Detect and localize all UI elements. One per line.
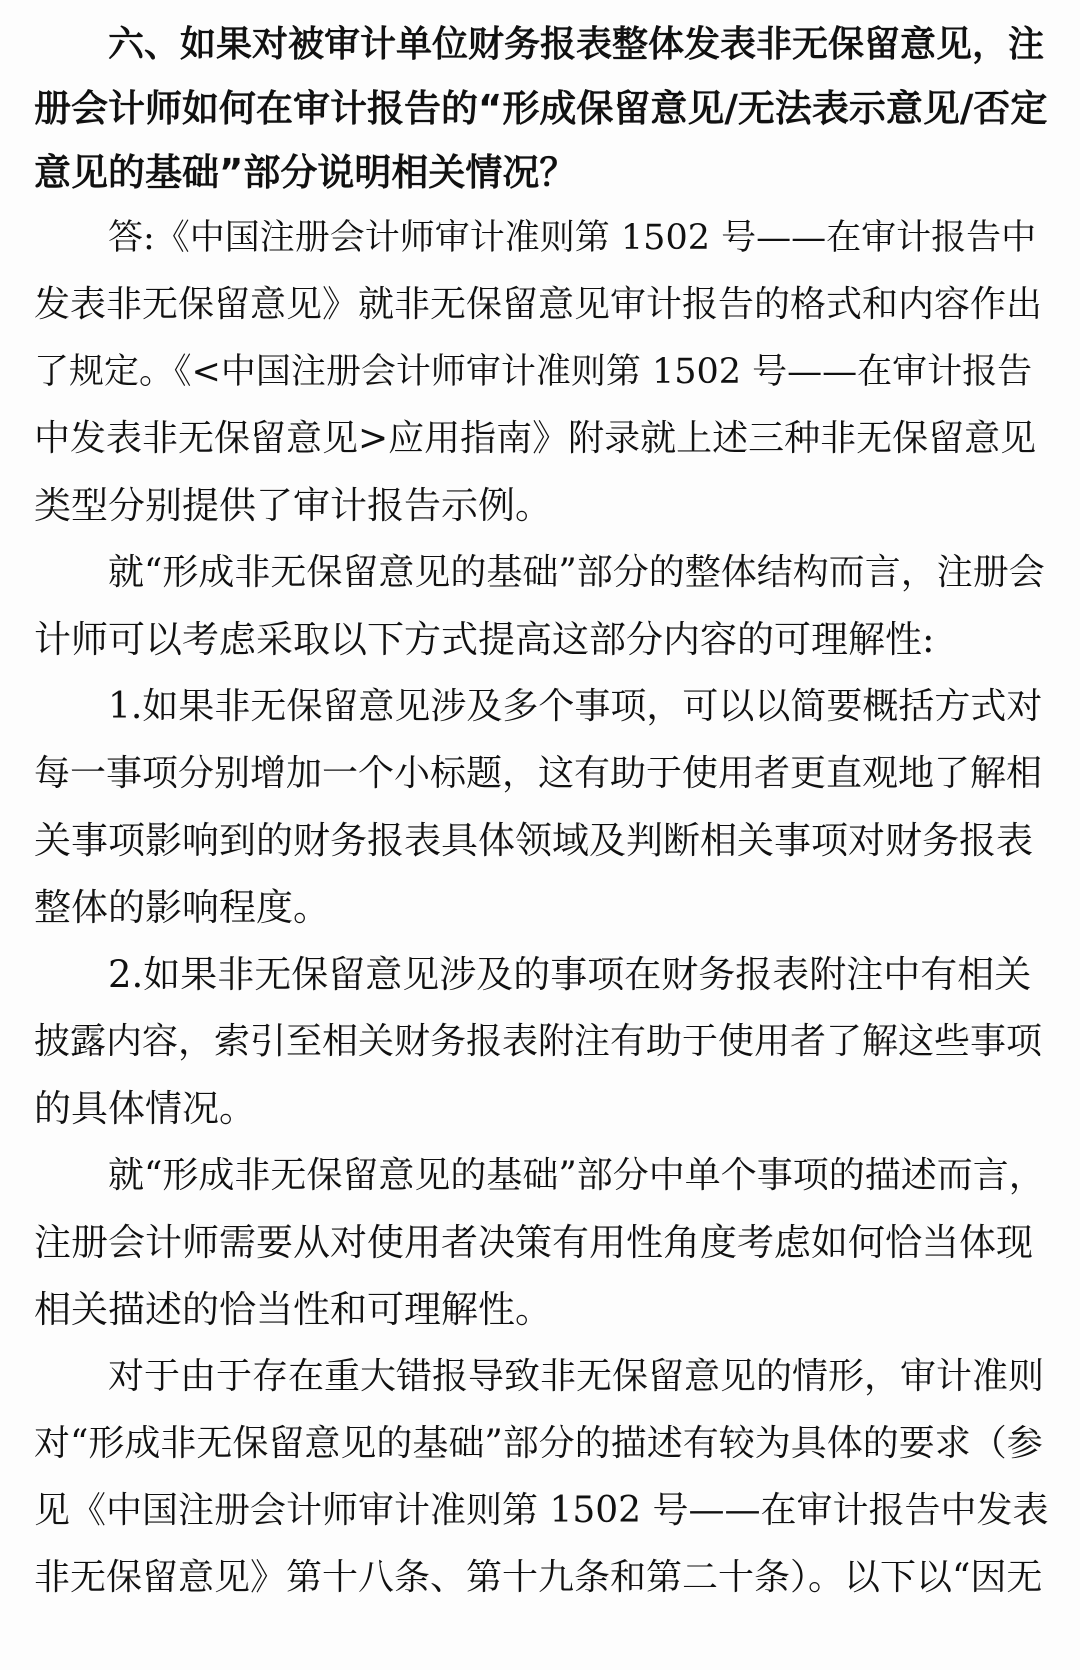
body-line: 见《中国注册会计师审计准则第 1502 号——在审计报告中发表	[34, 1490, 1049, 1531]
body-line: 对于由于存在重大错报导致非无保留意见的情形，审计准则	[108, 1356, 1045, 1397]
body-line: 披露内容，索引至相关财务报表附注有助于使用者了解这些事项	[34, 1021, 1043, 1062]
body-line: 中发表非无保留意见>应用指南》附录就上述三种非无保留意见	[34, 418, 1037, 459]
heading-line: 意见的基础”部分说明相关情况？	[34, 151, 577, 194]
body-line: 1.如果非无保留意见涉及多个事项，可以以简要概括方式对	[108, 686, 1043, 727]
body-line: 发表非无保留意见》就非无保留意见审计报告的格式和内容作出	[34, 284, 1043, 325]
body-line: 就“形成非无保留意见的基础”部分的整体结构而言，注册会	[108, 552, 1045, 593]
body-line: 注册会计师需要从对使用者决策有用性角度考虑如何恰当体现	[34, 1221, 1033, 1264]
heading-line: 册会计师如何在审计报告的“形成保留意见/无法表示意见/否定	[34, 87, 1048, 130]
body-line: 类型分别提供了审计报告示例。	[34, 484, 552, 527]
body-line: 关事项影响到的财务报表具体领域及判断相关事项对财务报表	[34, 819, 1033, 862]
body-line: 相关描述的恰当性和可理解性。	[34, 1288, 552, 1331]
body-line: 非无保留意见》第十八条、第十九条和第二十条）。以下以“因无	[34, 1557, 1043, 1598]
body-line: 答:《中国注册会计师审计准则第 1502 号——在审计报告中	[108, 218, 1037, 258]
body-line: 了规定。《<中国注册会计师审计准则第 1502 号——在审计报告	[34, 352, 1033, 392]
body-line: 的具体情况。	[34, 1087, 256, 1130]
heading-line: 六、如果对被审计单位财务报表整体发表非无保留意见，注	[108, 24, 1045, 65]
body-line: 2.如果非无保留意见涉及的事项在财务报表附注中有相关	[108, 953, 1032, 996]
body-line: 计师可以考虑采取以下方式提高这部分内容的可理解性:	[34, 618, 935, 661]
body-line: 就“形成非无保留意见的基础”部分中单个事项的描述而言，	[108, 1155, 1045, 1196]
body-line: 整体的影响程度。	[34, 886, 330, 929]
body-line: 对“形成非无保留意见的基础”部分的描述有较为具体的要求（参	[34, 1423, 1043, 1464]
body-line: 每一事项分别增加一个小标题，这有助于使用者更直观地了解相	[34, 753, 1043, 794]
